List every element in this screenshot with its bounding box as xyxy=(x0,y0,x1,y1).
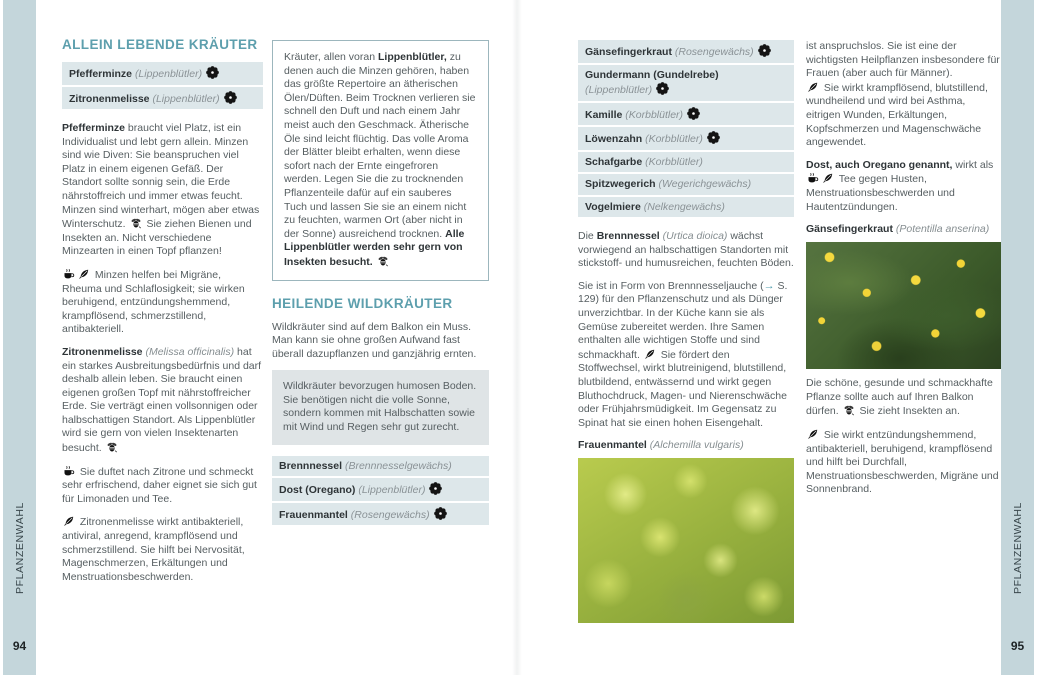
black-flower-icon xyxy=(656,82,669,95)
section-heading: ALLEIN LEBENDE KRÄUTER xyxy=(62,37,258,52)
herb-family: (Rosengewächs) xyxy=(674,46,754,58)
herb-name: Brennnessel xyxy=(279,459,343,472)
text-segment: Sie ziehen Bienen und Insekten an. Nicht verschiedene Minzearten in einen Topf pflanzen! xyxy=(62,218,252,258)
bee-icon xyxy=(377,255,389,267)
herb-family: (Korbblütler) xyxy=(625,108,684,121)
herb-name: Spitzwegerich xyxy=(585,178,656,190)
paragraph xyxy=(62,122,263,259)
text-segment: ist anspruchslos. Sie ist eine der wichtigsten Heilpflanzen insbesondere für Frauen (aber auch für Männer). xyxy=(806,40,1000,80)
page-number-right: 95 xyxy=(1010,639,1025,653)
paragraph xyxy=(62,465,263,507)
text-segment: Minzen helfen bei Migräne, Rheuma und Schlaflosigkeit; sie wirken beruhigend, entzündungshemmend, krampflösend, schmerzstillend, antibakteriell. xyxy=(62,268,245,336)
text-segment: Kräuter, allen voran xyxy=(284,51,378,63)
herb-family: (Wegerichgewächs) xyxy=(658,178,752,190)
text-segment: Lippenblütler, xyxy=(377,51,447,63)
info-box-gray xyxy=(272,370,489,444)
text-segment: Sie fördert den Stoffwechsel, wirkt blutreinigend, blutstillend, blutbildend, entwässernd und wirkt gegen Bluthochdruck, Magen- und Nierenschwäche oder Frühjahrsmüdigkeit. Im Gegensatz zu Spinat hat sie einen hohen Eisengehalt. xyxy=(578,348,787,429)
black-flower-icon xyxy=(434,507,447,520)
text-segment: Sie ist in Form von Brennnesseljauche ( xyxy=(578,279,764,292)
paragraph xyxy=(806,40,1002,150)
herb-family: (Lippenblütler) xyxy=(134,68,203,80)
text-segment: Frauenmantel xyxy=(578,439,647,452)
text-segment: hat ein starkes Ausbreitungsbedürfnis und darf deshalb allein leben. Sie braucht einen eigenen großen Topf mit nährstoffreicher Erde. Sie verträgt einen vollsonnigen oder halbschattigen Standort. Als Lippenblütler wird sie gern von vielen Insektenarten besucht. xyxy=(62,345,262,455)
herb-name: Pfefferminze xyxy=(69,68,133,80)
herb-table-row xyxy=(272,478,489,501)
photo-caption xyxy=(806,223,1002,236)
text-segment: Wildkräuter bevorzugen humosen Boden. Sie benötigen nicht die volle Sonne, sondern kommen mit Halbschatten sowie mit Wind und Regen sehr gut zurecht. xyxy=(283,380,477,434)
text-segment: Alle Lippenblütler werden sehr gern von Insekten besucht. xyxy=(284,227,465,268)
photo-caption xyxy=(578,439,794,452)
herb-table-row xyxy=(578,197,794,218)
section-heading: HEILENDE WILDKRÄUTER xyxy=(272,295,453,311)
left-margin-chapter-label: PFLANZENWAHL xyxy=(13,502,26,594)
black-flower-icon xyxy=(429,482,442,495)
herb-family: (Lippenblütler) xyxy=(585,84,653,96)
photo-gaensefingerkraut xyxy=(806,242,1002,369)
tea-cup-icon xyxy=(63,268,75,280)
paragraph xyxy=(806,159,1002,214)
black-flower-icon xyxy=(758,44,771,57)
herb-table-row xyxy=(62,87,263,110)
right-margin-band xyxy=(1001,0,1034,675)
herb-table-row xyxy=(578,103,794,126)
text-segment: (Potentilla anserina) xyxy=(895,223,990,236)
herb-table-row xyxy=(272,456,489,477)
text-segment: Gänsefingerkraut xyxy=(806,223,893,236)
herb-family: (Korbblütler) xyxy=(645,133,703,145)
leaf-icon xyxy=(822,172,834,184)
text-segment: Tee gegen Husten, Menstruationsbeschwerden und Hautentzündungen. xyxy=(806,173,955,213)
text-segment: (Melissa officinalis) xyxy=(145,345,235,358)
black-flower-icon xyxy=(687,107,700,120)
herb-family: (Lippenblütler) xyxy=(358,484,426,497)
leaf-icon xyxy=(644,348,656,360)
herb-family: (Rosengewächs) xyxy=(350,508,430,521)
paragraph xyxy=(62,268,263,337)
text-segment: Sie wirkt entzündungshemmend, antibakteriell, beruhigend, krampflösend und hilft bei Durchfall, Menstruationsbeschwerden, Migräne und Sonnenbrand. xyxy=(806,428,999,496)
black-flower-icon xyxy=(206,66,219,79)
right-margin-chapter-label: PFLANZENWAHL xyxy=(1011,502,1024,594)
herb-name: Schafgarbe xyxy=(585,155,643,168)
column-page95-left xyxy=(578,0,794,631)
page-gutter xyxy=(512,0,522,675)
leaf-icon xyxy=(63,515,75,527)
text-segment: Die xyxy=(578,230,597,242)
tea-cup-icon xyxy=(807,172,819,184)
info-box-bordered xyxy=(272,40,489,281)
herb-table xyxy=(272,456,489,526)
photo-frauenmantel xyxy=(578,458,794,623)
bee-icon xyxy=(106,441,118,453)
text-segment: Wildkräuter sind auf dem Balkon ein Muss. Man kann sie ohne großen Aufwand fast überall dazupflanzen und ganzjährig ernten. xyxy=(272,320,477,360)
text-segment: Die schöne, gesunde und schmackhafte Pflanze sollte auch auf Ihren Balkon dürfen. xyxy=(806,377,993,418)
herb-family: (Brennnesselgewächs) xyxy=(344,459,452,472)
herb-name: Gundermann (Gundelrebe) xyxy=(585,68,719,81)
herb-name: Zitronenmelisse xyxy=(69,92,150,105)
herb-table-row xyxy=(272,503,489,526)
bee-icon xyxy=(130,217,142,229)
herb-table xyxy=(578,40,794,217)
left-margin-band xyxy=(3,0,36,675)
herb-name: Vogelmiere xyxy=(585,200,641,213)
text-segment: Zitronenmelisse xyxy=(62,345,143,358)
herb-name: Dost (Oregano) xyxy=(279,484,356,497)
herb-table-row xyxy=(578,174,794,195)
text-segment: Sie duftet nach Zitrone und schmeckt sehr erfrischend, daher eignet sie sich gut für Limonaden und Tee. xyxy=(62,465,257,505)
tea-cup-icon xyxy=(63,465,75,477)
herb-name: Kamille xyxy=(585,108,623,121)
herb-family: (Lippenblütler) xyxy=(152,92,220,105)
herb-table-row xyxy=(578,40,794,63)
cross-reference-arrow-icon: → xyxy=(763,279,775,292)
herb-family: (Nelkengewächs) xyxy=(643,200,725,213)
leaf-icon xyxy=(807,81,819,93)
paragraph xyxy=(806,377,1002,419)
herb-table-row xyxy=(578,152,794,173)
text-segment: (Urtica dioica) xyxy=(662,230,728,242)
column-page94-left xyxy=(62,0,263,593)
herb-name: Löwenzahn xyxy=(585,133,643,145)
paragraph xyxy=(62,346,263,456)
column-page94-right xyxy=(272,0,489,538)
leaf-icon xyxy=(78,268,90,280)
column-page95-right xyxy=(806,0,1002,506)
herb-name: Frauenmantel xyxy=(279,508,348,521)
text-segment: braucht viel Platz, ist ein Individualist und lebt gern allein. Minzen sind wie Diven: Sie beanspruchen viel Platz in einem eigenen Gefäß. Der Standort sollte sonnig sein, die Erde nährstoffreich und immer etwas feucht. Minzen sind winterhart, mögen aber etwas Winterschutz. xyxy=(62,122,260,231)
text-segment: zu denen auch die Minzen gehören, haben das größte Repertoire an ätherischen Ölen/Düften. Beim Trocknen verlieren sie schnell den Duft und nach einem Jahr meist auch den Geschmack. Ätherische Öle sind leicht flüchtig. Das volle Aroma der Blätter bleibt erhalten, wenn diese sofort nach der Ernte eingefroren werden. Legen Sie die zu trocknenden Pflanzenteile dafür auf ein sauberes Tuch und lassen Sie sie an einem nicht zu feuchten, warmen Ort (aber nicht in der Sonne) ausreichend trocknen. xyxy=(284,51,476,240)
herb-table-row xyxy=(578,127,794,150)
herb-family: (Korbblütler) xyxy=(645,155,703,168)
text-segment: Zitronenmelisse wirkt antibakteriell, antiviral, anregend, krampflösend und schmerzstillend. Sie hilft bei Nervosität, Magenschmerzen, Erkältungen und Menstruationsbeschwerden. xyxy=(62,516,245,583)
text-segment: Brennnessel xyxy=(596,230,660,242)
page-number-left: 94 xyxy=(12,639,27,653)
paragraph xyxy=(578,230,794,271)
herb-table-row xyxy=(62,62,263,85)
text-segment: Dost, auch Oregano genannt, xyxy=(806,158,953,171)
text-segment: wächst vorwiegend an halbschattigen Standorten mit stickstoff- und humusreichen, feuchten Böden. xyxy=(578,230,794,270)
black-flower-icon xyxy=(707,131,720,144)
bee-icon xyxy=(843,404,855,416)
black-flower-icon xyxy=(224,91,237,104)
text-segment: Pfefferminze xyxy=(62,122,126,134)
paragraph xyxy=(62,515,263,584)
paragraph xyxy=(806,428,1002,497)
paragraph xyxy=(272,321,489,362)
herb-table xyxy=(62,62,263,109)
text-segment: (Alchemilla vulgaris) xyxy=(649,439,744,452)
herb-name: Gänsefingerkraut xyxy=(585,46,672,58)
text-segment: Sie zieht Insekten an. xyxy=(856,405,960,418)
leaf-icon xyxy=(807,428,819,440)
text-segment: Sie wirkt krampflösend, blutstillend, wundheilend und wird bei Asthma, eitrigen Wunden, Erkältungen, Kopfschmerzen und Magenschwäche angewendet. xyxy=(806,81,988,149)
text-segment: S. 129) für den Pflanzenschutz und als Dünger unverzichtbar. In der Küche kann sie als Gemüse zubereitet werden. Ihre Samen enthalten alle wichtigen Stoffe und sind schmackhaft. xyxy=(578,279,788,361)
text-segment: wirkt als xyxy=(952,158,994,171)
herb-table-row xyxy=(578,65,794,101)
paragraph xyxy=(578,280,794,431)
